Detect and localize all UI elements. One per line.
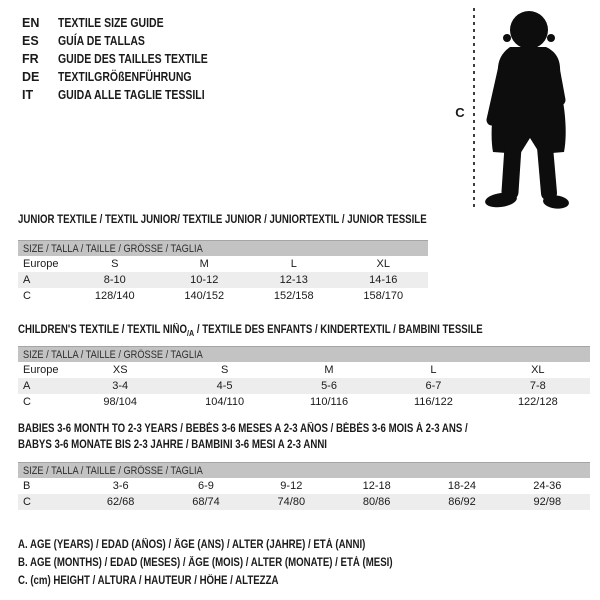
value-cell: 5-6 [321, 380, 337, 392]
legend-notes [18, 536, 464, 590]
col-header: XL [376, 258, 390, 270]
row-label: C [23, 290, 31, 302]
language-row [22, 86, 236, 104]
junior-table-rows [18, 256, 428, 304]
size-header-bar [18, 346, 590, 362]
value-cell: 80/86 [362, 496, 391, 508]
babies-table-title: BABIES 3-6 MONTH TO 2-3 YEARS / BEBÉS 3-6 MESES A 2-3 AÑOS / BÉBÉS 3-6 MOIS À 2-3 ANS / BABYS 3-6 MONATE BIS 2-3 JAHRE / BAMBINI 3-6 MESI A 2-3 ANNI [18, 423, 468, 451]
legend-note: B. AGE (MONTHS) / EDAD (MESES) / ÂGE (MOIS) / ALTER (MONATE) / ETÀ (MESI) [18, 557, 393, 569]
value-cell: 3-6 [112, 480, 129, 492]
language-list [22, 14, 236, 104]
value-cell: 122/128 [517, 396, 558, 408]
size-header-bar [18, 240, 428, 256]
legend-note: C. (cm) HEIGHT / ALTURA / HAUTEUR / HÖHE / ALTEZZA [18, 575, 279, 587]
value-cell: 68/74 [192, 496, 220, 508]
table-row [18, 288, 428, 304]
height-measure-line [473, 8, 475, 207]
value-cell: 7-8 [529, 380, 546, 392]
value-cell: 6-9 [198, 480, 214, 492]
table-row [18, 378, 590, 394]
table-row [18, 362, 590, 378]
value-cell: 14-16 [369, 274, 398, 286]
col-header: M [324, 364, 334, 376]
col-header: M [199, 258, 209, 270]
language-title: GUIDE DES TAILLES TEXTILE [58, 52, 208, 66]
legend-note: A. AGE (YEARS) / EDAD (AÑOS) / ÂGE (ANS) / ALTER (JAHRE) / ETÀ (ANNI) [18, 539, 366, 551]
value-cell: 18-24 [447, 480, 477, 492]
language-code: DE [22, 70, 40, 84]
value-cell: 3-4 [112, 380, 129, 392]
col-header: S [111, 258, 119, 270]
row-label: A [23, 274, 31, 286]
value-cell: 110/116 [309, 396, 349, 408]
value-cell: 104/110 [205, 396, 245, 408]
row-label: B [23, 480, 31, 492]
language-title: GUÍA DE TALLAS [58, 34, 145, 48]
language-code: FR [22, 52, 39, 66]
value-cell: 92/98 [533, 496, 562, 508]
language-title: GUIDA ALLE TAGLIE TESSILI [58, 88, 205, 102]
size-header-label: SIZE / TALLA / TAILLE / GRÖSSE / TAGLIA [23, 348, 203, 361]
value-cell: 128/140 [94, 290, 135, 302]
value-cell: 62/68 [106, 496, 135, 508]
table-row [18, 478, 590, 494]
language-title: TEXTILE SIZE GUIDE [58, 16, 164, 30]
row-label: C [23, 496, 31, 508]
col-header: L [290, 258, 297, 270]
table-row [18, 256, 428, 272]
size-header-bar [18, 462, 590, 478]
row-label: Europe [23, 258, 59, 270]
value-cell: 12-13 [279, 274, 308, 286]
col-header: XS [112, 364, 128, 376]
table-row [18, 272, 428, 288]
row-label: C [23, 396, 31, 408]
row-label: A [23, 380, 31, 392]
junior-table-title: JUNIOR TEXTILE / TEXTIL JUNIOR/ TEXTILE JUNIOR / JUNIORTEXTIL / JUNIOR TESSILE [18, 214, 427, 226]
value-cell: 86/92 [448, 496, 476, 508]
babies-table-rows [18, 478, 590, 510]
table-row [18, 394, 590, 410]
col-header: S [220, 364, 229, 376]
size-header-label: SIZE / TALLA / TAILLE / GRÖSSE / TAGLIA [23, 242, 203, 255]
language-row [22, 50, 236, 68]
language-row [22, 14, 236, 32]
junior-table [18, 240, 428, 304]
children-table [18, 346, 590, 410]
title-subscript: /A [187, 327, 195, 338]
children-table-title: CHILDREN'S TEXTILE / TEXTIL $NIÑO_{/A}$ / TEXTILE DES ENFANTS / KINDERTEXTIL / BAMBINI TESSILE [18, 324, 483, 338]
value-cell: 140/152 [184, 290, 225, 302]
measure-label-c: C [455, 105, 465, 120]
value-cell: 152/158 [273, 290, 314, 302]
value-cell: 9-12 [280, 480, 303, 492]
language-code: EN [22, 16, 40, 30]
col-header: XL [531, 364, 545, 376]
size-header-label: SIZE / TALLA / TAILLE / GRÖSSE / TAGLIA [23, 464, 203, 477]
value-cell: 6-7 [425, 380, 442, 392]
col-header: L [430, 364, 437, 376]
value-cell: 10-12 [190, 274, 219, 286]
row-label: Europe [23, 364, 59, 376]
language-row [22, 32, 236, 50]
value-cell: 4-5 [216, 380, 233, 392]
babies-table [18, 462, 590, 510]
children-table-rows [18, 362, 590, 410]
value-cell: 116/122 [413, 396, 453, 408]
value-cell: 24-36 [533, 480, 562, 492]
language-row [22, 68, 236, 86]
value-cell: 74/80 [277, 496, 306, 508]
baby-silhouette-icon [480, 2, 600, 212]
value-cell: 12-18 [362, 480, 391, 492]
language-title: TEXTILGRÖßENFÜHRUNG [58, 70, 192, 84]
language-code: IT [22, 88, 34, 102]
value-cell: 158/170 [363, 290, 404, 302]
language-code: ES [22, 34, 39, 48]
table-row [18, 494, 590, 510]
value-cell: 98/104 [103, 396, 138, 408]
value-cell: 8-10 [103, 274, 126, 286]
